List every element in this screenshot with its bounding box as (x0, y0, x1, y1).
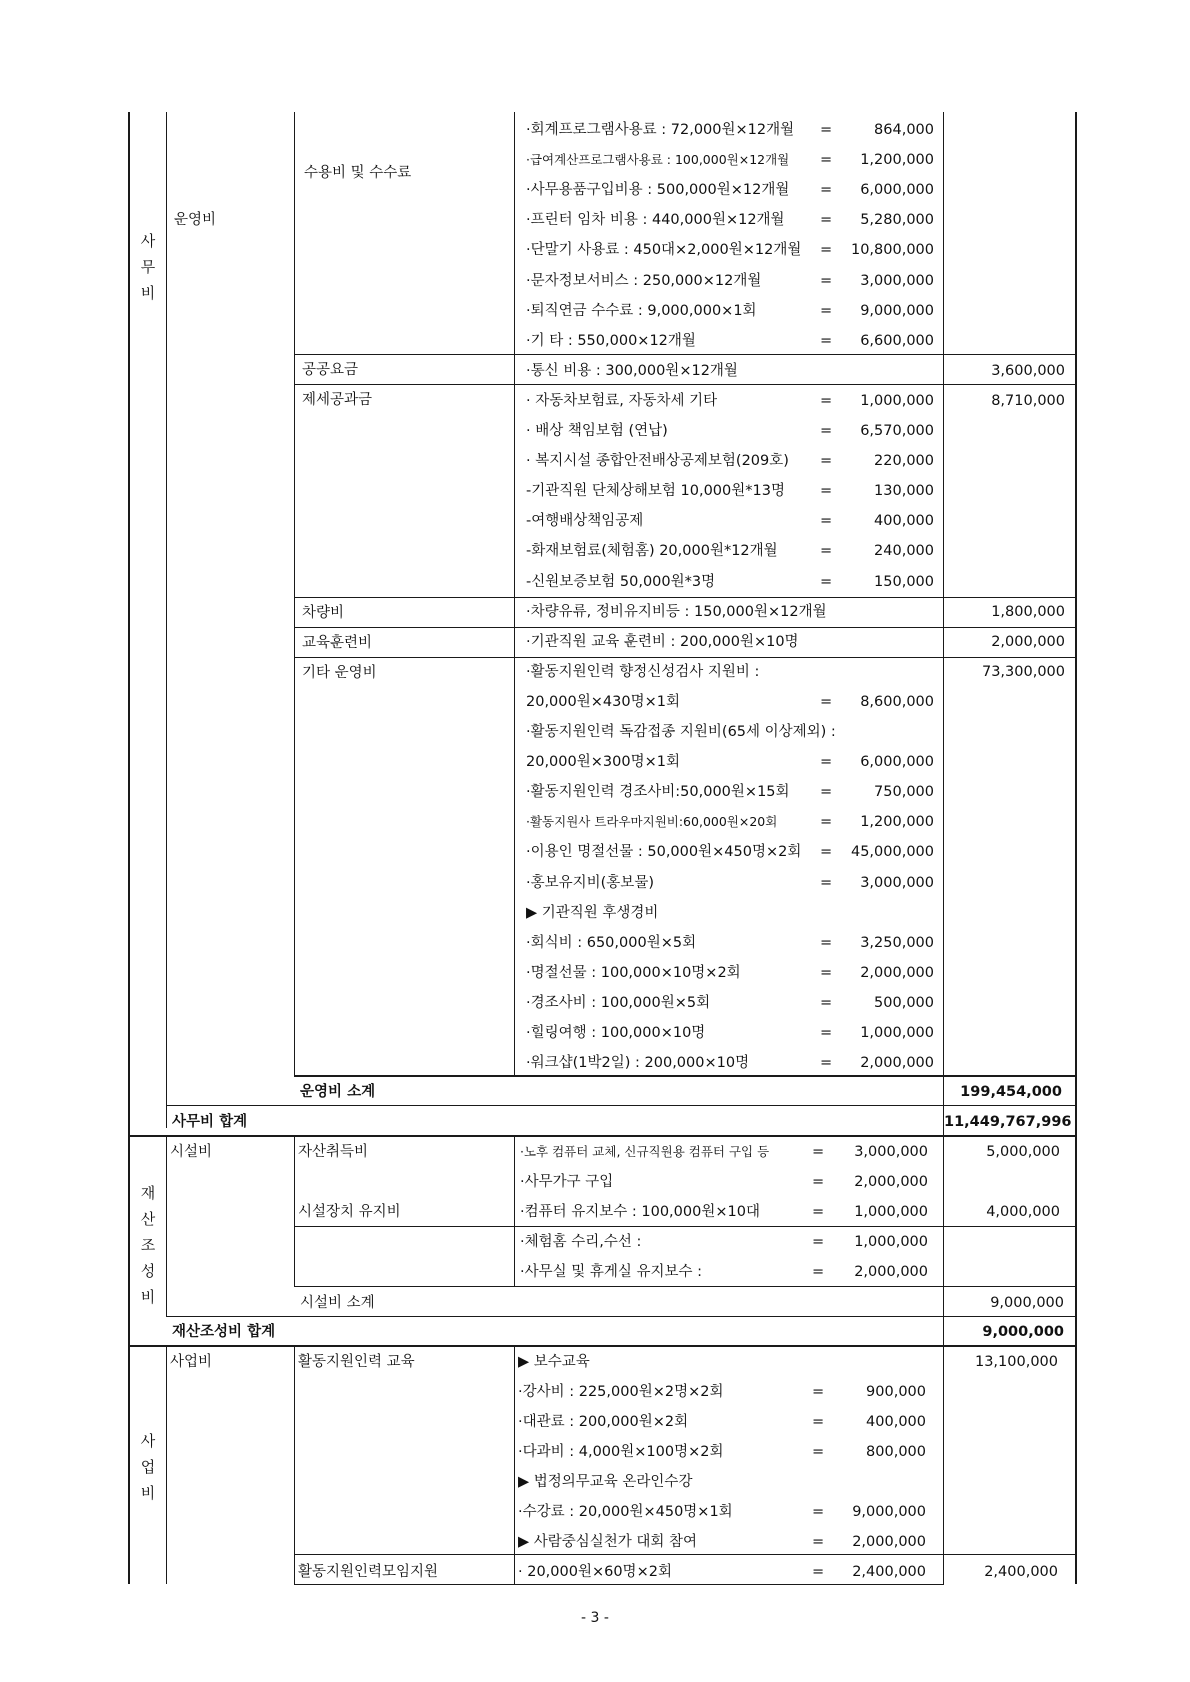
row-amount: 6,570,000 (860, 423, 934, 439)
row-description: -여행배상책임공제 (526, 513, 644, 530)
row-description: -기관직원 단체상해보험 10,000원*13명 (526, 483, 785, 500)
section-business-label: 사업비 (140, 1432, 156, 1502)
hline (294, 657, 1076, 658)
hline (294, 354, 1076, 355)
row-description: ·차량유류, 정비유지비등 : 150,000원×12개월 (526, 603, 827, 620)
office-total-label: 사무비 합계 (172, 1114, 248, 1130)
hline (294, 1075, 1076, 1077)
row-description: ▶ 법정의무교육 온라인수강 (518, 1474, 693, 1490)
row-description: ·회계프로그램사용료 : 72,000원×12개월 (526, 122, 795, 138)
row-equals: = (820, 513, 833, 530)
row-total: 4,000,000 (986, 1204, 1060, 1220)
row-amount: 2,000,000 (860, 964, 934, 981)
col-line-desc3 (514, 1346, 515, 1584)
row-equals: = (812, 1444, 825, 1460)
row-description: ·회식비 : 650,000원×5회 (526, 934, 697, 951)
row-description: · 자동차보험료, 자동차세 기타 (526, 392, 718, 409)
row-amount: 6,000,000 (860, 754, 934, 771)
item-vehicle: 차량비 (302, 605, 345, 621)
row-equals: = (820, 814, 833, 831)
row-description: ·홍보유지비(홍보물) (526, 874, 654, 891)
row-equals: = (820, 423, 833, 439)
row-amount: 240,000 (874, 543, 934, 560)
row-description: ·기관직원 교육 훈련비 : 200,000원×10명 (526, 633, 799, 650)
row-amount: 1,200,000 (860, 152, 934, 169)
row-description: ·힐링여행 : 100,000×10명 (526, 1025, 706, 1041)
asset-total-label: 재산조성비 합계 (172, 1324, 276, 1340)
col-line-cat (166, 112, 167, 1128)
asset-total-value: 9,000,000 (982, 1324, 1064, 1340)
row-amount: 2,400,000 (852, 1564, 926, 1580)
row-equals: = (820, 874, 833, 891)
row-equals: = (820, 784, 833, 801)
row-equals: = (812, 1234, 825, 1250)
row-amount: 400,000 (866, 1414, 926, 1430)
row-amount: 130,000 (874, 483, 934, 500)
category-operating: 운영비 (174, 212, 217, 228)
row-description: ·활동지원사 트라우마지원비:60,000원×20회 (526, 814, 778, 830)
row-description: ·사무용품구입비용 : 500,000원×12개월 (526, 182, 790, 199)
row-description: ·활동지원인력 경조사비:50,000원×15회 (526, 784, 790, 801)
row-amount: 6,600,000 (860, 332, 934, 349)
row-description: ·노후 컴퓨터 교체, 신규직원용 컴퓨터 구입 등 (520, 1144, 770, 1159)
row-equals: = (820, 844, 833, 861)
row-amount: 220,000 (874, 453, 934, 470)
row-equals: = (820, 242, 833, 259)
row-amount: 3,000,000 (860, 874, 934, 891)
row-description: ▶ 보수교육 (518, 1354, 590, 1370)
row-amount: 10,800,000 (850, 242, 934, 259)
hline (128, 1135, 1076, 1137)
row-equals: = (820, 392, 833, 409)
item-maintenance: 시설장치 유지비 (298, 1204, 401, 1220)
row-description: ▶ 사람중심실천가 대회 참여 (518, 1534, 698, 1550)
row-total: 1,800,000 (991, 603, 1065, 620)
row-total: 13,100,000 (974, 1354, 1058, 1370)
border-right (1075, 112, 1077, 1584)
hline (294, 1554, 1076, 1555)
row-description: ·급여계산프로그램사용료 : 100,000원×12개월 (526, 152, 790, 168)
row-amount: 400,000 (874, 513, 934, 530)
row-amount: 2,000,000 (860, 1055, 934, 1072)
row-description: 20,000원×300명×1회 (526, 754, 680, 771)
row-description: ·명절선물 : 100,000×10명×2회 (526, 964, 741, 981)
row-equals: = (820, 1025, 833, 1041)
operating-subtotal-value: 199,454,000 (960, 1084, 1062, 1100)
item-supplies: 수용비 및 수수료 (304, 165, 412, 181)
hline (294, 627, 1076, 628)
facility-subtotal-label: 시설비 소계 (300, 1295, 375, 1311)
row-description: ·이용인 명절선물 : 50,000원×450명×2회 (526, 844, 802, 861)
item-taxes: 제세공과금 (302, 392, 373, 408)
row-equals: = (820, 994, 833, 1011)
row-equals: = (820, 302, 833, 319)
row-description: ·프린터 임차 비용 : 440,000원×12개월 (526, 212, 785, 229)
office-total-value: 11,449,767,996 (944, 1114, 1072, 1130)
col-line-cat3 (166, 1346, 167, 1584)
row-amount: 9,000,000 (860, 302, 934, 319)
item-volunteer-meet: 활동지원인력모임지원 (298, 1564, 439, 1580)
col-line-item2 (294, 1136, 295, 1286)
row-amount: 8,600,000 (860, 693, 934, 710)
row-amount: 750,000 (874, 784, 934, 801)
row-equals: = (820, 693, 833, 710)
row-description: -신원보증보험 50,000원*3명 (526, 573, 716, 590)
row-description: ·통신 비용 : 300,000원×12개월 (526, 362, 738, 379)
row-amount: 864,000 (874, 122, 934, 138)
row-amount: 2,000,000 (854, 1264, 928, 1280)
row-amount: 3,000,000 (854, 1144, 928, 1160)
row-equals: = (812, 1504, 825, 1520)
row-description: ·수강료 : 20,000원×450명×1회 (518, 1504, 733, 1520)
border-left (128, 112, 130, 1584)
row-equals: = (820, 483, 833, 500)
row-equals: = (820, 964, 833, 981)
section-office-label: 사무비 (140, 232, 156, 302)
row-total: 73,300,000 (981, 663, 1065, 680)
hline (294, 1226, 1076, 1227)
row-description: ·경조사비 : 100,000원×5회 (526, 994, 711, 1011)
row-amount: 150,000 (874, 573, 934, 590)
hline (294, 384, 1076, 385)
row-equals: = (820, 453, 833, 470)
row-description: ·퇴직연금 수수료 : 9,000,000×1회 (526, 302, 757, 319)
row-description: 20,000원×430명×1회 (526, 693, 680, 710)
row-equals: = (820, 573, 833, 590)
page-number: - 3 - (581, 1610, 609, 1626)
row-equals: = (812, 1264, 825, 1280)
row-equals: = (812, 1174, 825, 1190)
row-amount: 5,280,000 (860, 212, 934, 229)
row-description: ·강사비 : 225,000원×2명×2회 (518, 1384, 724, 1400)
row-equals: = (820, 754, 833, 771)
row-equals: = (820, 122, 833, 138)
row-description: ·단말기 사용료 : 450대×2,000원×12개월 (526, 242, 802, 259)
row-amount: 2,000,000 (852, 1534, 926, 1550)
row-description: ·컴퓨터 유지보수 : 100,000원×10대 (520, 1204, 760, 1220)
row-description: ·활동지원인력 향정신성검사 지원비 : (526, 663, 760, 680)
row-description: ·대관료 : 200,000원×2회 (518, 1414, 689, 1430)
row-amount: 1,000,000 (854, 1234, 928, 1250)
row-amount: 2,000,000 (854, 1174, 928, 1190)
row-total: 2,400,000 (984, 1564, 1058, 1580)
row-amount: 900,000 (866, 1384, 926, 1400)
item-volunteer-edu: 활동지원인력 교육 (298, 1354, 415, 1370)
row-total: 2,000,000 (991, 633, 1065, 650)
row-description: · 배상 책임보험 (연납) (526, 423, 668, 439)
row-equals: = (820, 934, 833, 951)
row-amount: 1,200,000 (860, 814, 934, 831)
col-line-desc (514, 112, 515, 1076)
row-amount: 3,000,000 (860, 272, 934, 289)
col-line-item (294, 112, 295, 1076)
row-amount: 9,000,000 (852, 1504, 926, 1520)
category-project: 사업비 (170, 1354, 213, 1370)
operating-subtotal-label: 운영비 소계 (300, 1084, 376, 1100)
row-total: 8,710,000 (991, 392, 1065, 409)
row-description: ·활동지원인력 독감접종 지원비(65세 이상제외) : (526, 724, 836, 740)
row-equals: = (812, 1204, 825, 1220)
row-description: ▶ 기관직원 후생경비 (526, 904, 659, 921)
item-other: 기타 운영비 (302, 665, 377, 681)
col-line-desc2 (514, 1136, 515, 1286)
row-amount: 1,000,000 (854, 1204, 928, 1220)
row-amount: 1,000,000 (860, 1025, 934, 1041)
row-description: ·다과비 : 4,000원×100명×2회 (518, 1444, 724, 1460)
row-description: ·사무실 및 휴게실 유지보수 : (520, 1264, 703, 1280)
item-utilities: 공공요금 (302, 362, 359, 378)
row-equals: = (812, 1384, 825, 1400)
hline (128, 1345, 1076, 1347)
row-equals: = (820, 182, 833, 199)
row-description: ·체험홈 수리,수선 : (520, 1234, 642, 1250)
row-amount: 800,000 (866, 1444, 926, 1460)
col-line-cat2 (166, 1136, 167, 1316)
row-amount: 500,000 (874, 994, 934, 1011)
row-amount: 45,000,000 (850, 844, 934, 861)
row-description: · 20,000원×60명×2회 (518, 1564, 672, 1580)
hline (166, 1316, 1076, 1317)
row-equals: = (820, 152, 833, 169)
row-equals: = (812, 1414, 825, 1430)
row-total: 3,600,000 (991, 362, 1065, 379)
hline (166, 1105, 1076, 1106)
row-amount: 3,250,000 (860, 934, 934, 951)
row-equals: = (820, 543, 833, 560)
row-description: ·문자정보서비스 : 250,000×12개월 (526, 272, 762, 289)
row-description: -화재보험료(체험홈) 20,000원*12개월 (526, 543, 778, 560)
row-equals: = (812, 1144, 825, 1160)
row-description: ·워크샵(1박2일) : 200,000×10명 (526, 1055, 750, 1072)
row-total: 5,000,000 (986, 1144, 1060, 1160)
hline (294, 1286, 1076, 1287)
row-equals: = (812, 1564, 825, 1580)
hline (294, 597, 1076, 598)
item-asset-acquisition: 자산취득비 (298, 1144, 369, 1160)
hline (294, 1584, 944, 1585)
facility-subtotal-value: 9,000,000 (990, 1295, 1064, 1311)
row-equals: = (820, 212, 833, 229)
row-equals: = (820, 1055, 833, 1072)
item-training: 교육훈련비 (302, 635, 373, 651)
section-asset-label: 재산조성비 (140, 1184, 156, 1306)
row-equals: = (812, 1534, 825, 1550)
row-description: ·기 타 : 550,000×12개월 (526, 332, 696, 349)
row-description: ·사무가구 구입 (520, 1174, 614, 1190)
category-facility: 시설비 (170, 1144, 213, 1160)
row-amount: 6,000,000 (860, 182, 934, 199)
row-amount: 1,000,000 (860, 392, 934, 409)
row-description: · 복지시설 종합안전배상공제보험(209호) (526, 453, 789, 470)
col-line-item3 (294, 1346, 295, 1584)
row-equals: = (820, 332, 833, 349)
row-equals: = (820, 272, 833, 289)
